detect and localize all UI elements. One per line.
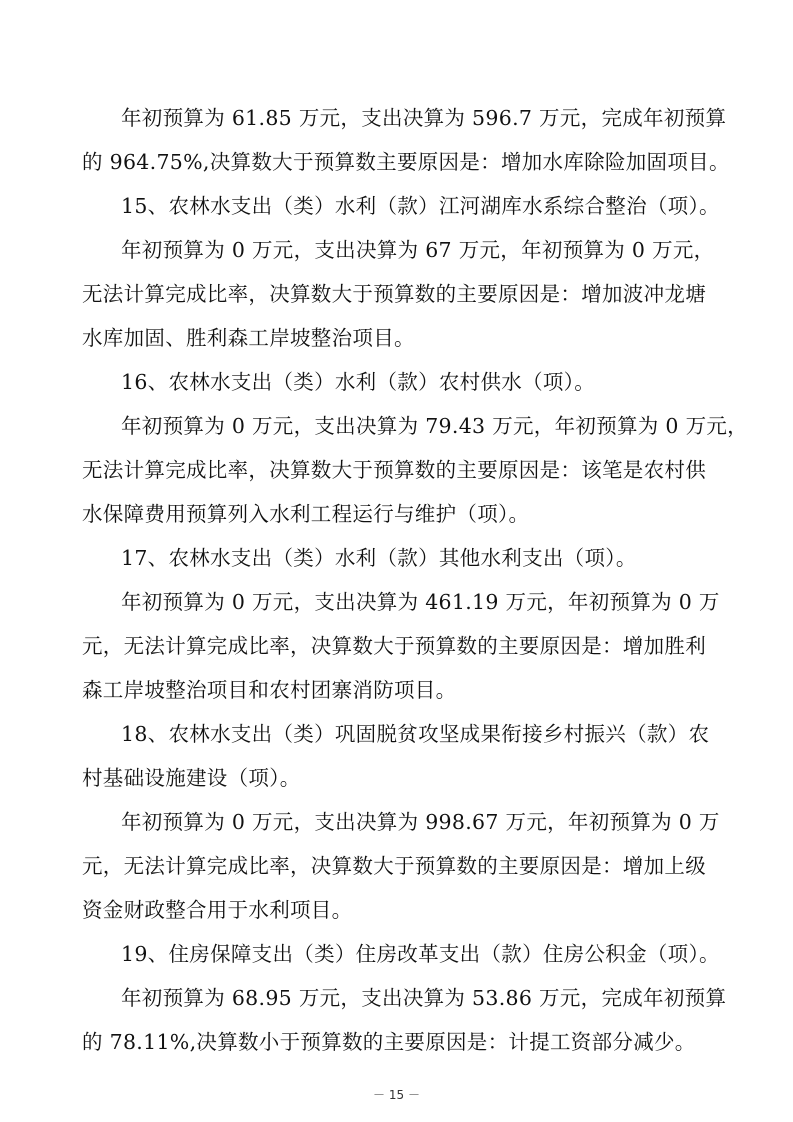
paragraph-line: 年初预算为 0 万元，支出决算为 79.43 万元，年初预算为 0 万元， xyxy=(121,414,748,438)
paragraph-line: 的 78.11%,决算数小于预算数的主要原因是：计提工资部分减少。 xyxy=(82,1030,696,1054)
paragraph-line: 年初预算为 0 万元，支出决算为 998.67 万元，年初预算为 0 万 xyxy=(121,810,720,834)
paragraph-line: 资金财政整合用于水利项目。 xyxy=(82,898,353,922)
paragraph-line: 18、农林水支出（类）巩固脱贫攻坚成果衔接乡村振兴（款）农 xyxy=(121,722,710,746)
paragraph-line: 水库加固、胜利森工岸坡整治项目。 xyxy=(82,326,415,350)
paragraph-line: 年初预算为 0 万元，支出决算为 461.19 万元，年初预算为 0 万 xyxy=(121,590,720,614)
paragraph-line: 年初预算为 0 万元，支出决算为 67 万元，年初预算为 0 万元， xyxy=(121,238,715,262)
paragraph-line: 元，无法计算完成比率，决算数大于预算数的主要原因是：增加胜利 xyxy=(82,634,706,658)
paragraph-line: 无法计算完成比率，决算数大于预算数的主要原因是：增加波冲龙塘 xyxy=(82,282,706,306)
paragraph-line: 村基础设施建设（项）。 xyxy=(82,766,301,790)
paragraph-line: 17、农林水支出（类）水利（款）其他水利支出（项）。 xyxy=(121,546,637,570)
paragraph-line: 元，无法计算完成比率，决算数大于预算数的主要原因是：增加上级 xyxy=(82,854,706,878)
paragraph-line: 19、住房保障支出（类）住房改革支出（款）住房公积金（项）。 xyxy=(121,942,720,966)
paragraph-line: 水保障费用预算列入水利工程运行与维护（项）。 xyxy=(82,502,530,526)
paragraph-line: 16、农林水支出（类）水利（款）农村供水（项）。 xyxy=(121,370,596,394)
paragraph-line: 15、农林水支出（类）水利（款）江河湖库水系综合整治（项）。 xyxy=(121,194,720,218)
paragraph-line: 的 964.75%,决算数大于预算数主要原因是：增加水库除险加固项目。 xyxy=(82,150,730,174)
paragraph-line: 森工岸坡整治项目和农村团寨消防项目。 xyxy=(82,678,457,702)
paragraph-line: 年初预算为 61.85 万元，支出决算为 596.7 万元，完成年初预算 xyxy=(121,106,727,130)
page-number: － 15 － xyxy=(373,1088,420,1102)
paragraph-line: 年初预算为 68.95 万元，支出决算为 53.86 万元，完成年初预算 xyxy=(121,986,727,1010)
paragraph-line: 无法计算完成比率，决算数大于预算数的主要原因是：该笔是农村供 xyxy=(82,458,706,482)
